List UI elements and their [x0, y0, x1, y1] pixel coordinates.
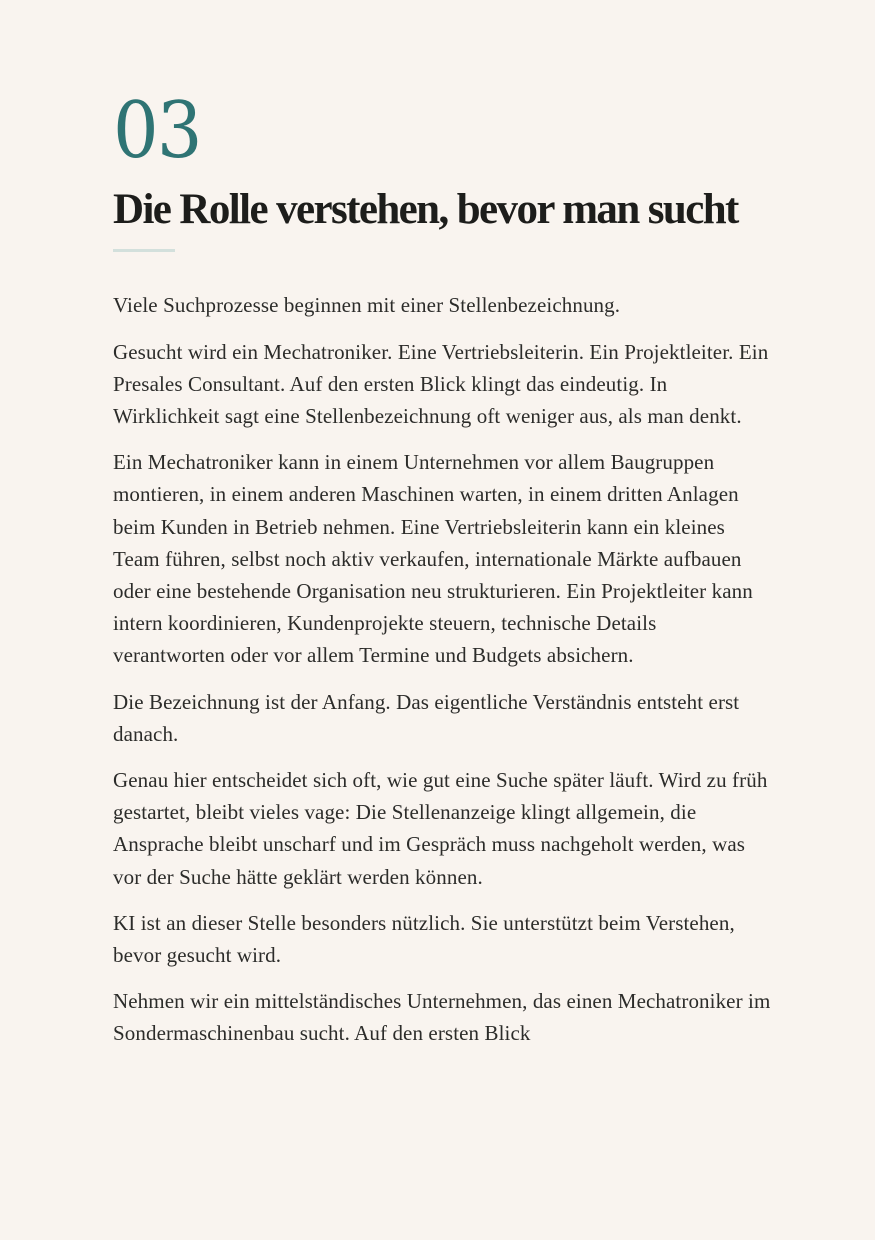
chapter-number: 03: [113, 86, 201, 176]
paragraph: Gesucht wird ein Mechatroniker. Eine Vertriebsleiterin. Ein Projektleiter. Ein Presales Consultant. Auf den ersten Blick klingt das eindeutig. In Wirklichkeit sagt eine Stellenbezeichnung oft weniger aus, als man denkt.: [113, 339, 769, 428]
chapter-title: Die Rolle verstehen, bevor man sucht: [113, 186, 738, 233]
chapter-body: [113, 289, 773, 1049]
paragraph: Viele Suchprozesse beginnen mit einer Stellenbezeichnung.: [113, 293, 621, 318]
paragraph: Die Bezeichnung ist der Anfang. Das eigentliche Verständnis entsteht erst danach.: [113, 689, 740, 746]
paragraph: KI ist an dieser Stelle besonders nützlich. Sie unterstützt beim Verstehen, bevor gesucht wird.: [113, 910, 735, 967]
paragraph: Ein Mechatroniker kann in einem Unternehmen vor allem Baugruppen montieren, in einem anderen Maschinen warten, in einem dritten Anlagen beim Kunden in Betrieb nehmen. Eine Vertriebsleiterin kann ein kleines Team führen, selbst noch aktiv verkaufen, internationale Märkte aufbauen oder eine bestehende Organisation neu strukturieren. Ein Projektleiter kann intern koordinieren, Kundenprojekte steuern, technische Details verantworten oder vor allem Termine und Budgets absichern.: [113, 450, 753, 668]
title-divider: [113, 249, 175, 252]
paragraph: Nehmen wir ein mittelständisches Unternehmen, das einen Mechatroniker im Sondermaschinenbau sucht. Auf den ersten Blick: [113, 989, 771, 1046]
document-page: [113, 86, 773, 1064]
paragraph: Genau hier entscheidet sich oft, wie gut eine Suche später läuft. Wird zu früh gestartet, bleibt vieles vage: Die Stellenanzeige klingt allgemein, die Ansprache bleibt unscharf und im Gespräch muss nachgeholt werden, was vor der Suche hätte geklärt werden können.: [113, 767, 768, 889]
